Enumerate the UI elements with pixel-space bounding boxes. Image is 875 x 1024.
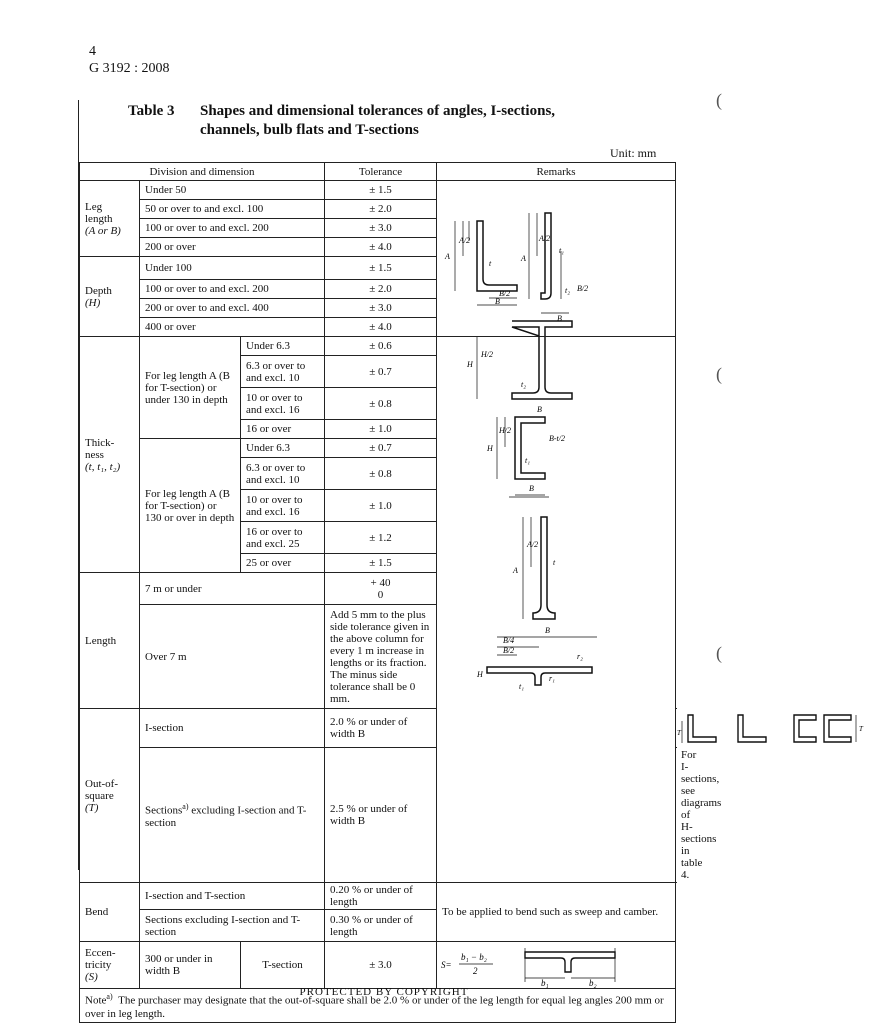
length-dim-1: Over 7 m	[140, 605, 325, 709]
svg-text:t₁: t₁	[525, 456, 531, 465]
bend-dim-1: Sections excluding I-section and T-section	[140, 910, 325, 942]
thk1-dim-0: Under 6.3	[241, 337, 325, 356]
thk1-tol-3: ± 1.0	[325, 420, 437, 439]
svg-text:t₂: t₂	[565, 286, 571, 295]
leg-dim-3: 200 or over	[140, 238, 325, 257]
eccentricity-width: 300 or under in width B	[140, 942, 241, 989]
svg-text:B: B	[537, 405, 542, 414]
length-label: Length	[80, 573, 140, 709]
leg-tol-1: ± 2.0	[325, 200, 437, 219]
length-tol-1: Add 5 mm to the plus side tolerance given in the above column for every 1 m increase in lengths or its fraction. The minus side tolerance shall be 0 mm.	[325, 605, 437, 709]
section-diagram-1-icon	[437, 181, 636, 336]
table-label: Table 3	[128, 103, 175, 119]
depth-dim-1: 100 or over to and excl. 200	[140, 280, 325, 299]
eccentricity-label: Eccen- tricity (S)	[80, 942, 140, 989]
standard-number: G 3192 : 2008	[89, 61, 170, 76]
svg-text:B/4: B/4	[503, 636, 515, 645]
leg-dim-2: 100 or over to and excl. 200	[140, 219, 325, 238]
oos-dim-1: Sections$^{a)}$ excluding I-section and T-section	[140, 748, 325, 883]
svg-text:t: t	[489, 259, 492, 268]
svg-text:H/2: H/2	[499, 426, 511, 435]
svg-text:A/2: A/2	[539, 234, 551, 243]
eccentricity-remark	[437, 942, 676, 989]
svg-text:B-t/2: B-t/2	[549, 434, 565, 443]
angle-and-i-section-diagrams	[437, 181, 676, 337]
svg-text:B: B	[495, 297, 500, 306]
svg-text:B/2: B/2	[503, 646, 515, 655]
header-division: Division and dimension	[80, 163, 325, 181]
thk2-dim-2: 10 or over to and excl. 16	[241, 490, 325, 522]
svg-text:t₁: t₁	[519, 682, 525, 691]
length-dim-0: 7 m or under	[140, 573, 325, 605]
oos-dim-0: I-section	[140, 709, 325, 748]
svg-text:r₂: r₂	[577, 652, 583, 661]
scan-mark-icon: (	[716, 364, 722, 384]
svg-text:H: H	[487, 444, 493, 453]
depth-tol-3: ± 4.0	[325, 318, 437, 337]
thk2-dim-1: 6.3 or over to and excl. 10	[241, 458, 325, 490]
svg-text:S=: S=	[441, 960, 452, 970]
leg-label: Leg length (A or B)	[80, 181, 140, 257]
svg-text:b₁ − b₂: b₁ − b₂	[461, 952, 487, 962]
thk2-dim-0: Under 6.3	[241, 439, 325, 458]
depth-label: Depth (H)	[80, 257, 140, 337]
thickness-condition-2: For leg length A (B for T-section) or 130 or over in depth	[140, 439, 241, 573]
leg-dim-0: Under 50	[140, 181, 325, 200]
scan-mark-icon: (	[716, 643, 722, 663]
svg-text:B: B	[557, 314, 562, 323]
svg-text:B/2: B/2	[577, 284, 589, 293]
leg-tol-0: ± 1.5	[325, 181, 437, 200]
svg-text:T: T	[677, 729, 681, 737]
thickness-label: Thick- ness (t, t₁, t₂)	[80, 337, 140, 573]
depth-tol-1: ± 2.0	[325, 280, 437, 299]
leg-tol-3: ± 4.0	[325, 238, 437, 257]
thk1-tol-0: ± 0.6	[325, 337, 437, 356]
oos-tol-0: 2.0 % or under of width B	[325, 709, 437, 748]
svg-text:r₁: r₁	[549, 674, 555, 683]
bend-tol-1: 0.30 % or under of length	[325, 910, 437, 942]
svg-text:H: H	[477, 670, 483, 679]
depth-tol-2: ± 3.0	[325, 299, 437, 318]
svg-text:t: t	[553, 558, 556, 567]
bend-dim-0: I-section and T-section	[140, 883, 325, 910]
svg-text:t₂: t₂	[521, 380, 527, 389]
length-tol-0: + 40 0	[325, 573, 437, 605]
table-note: Note$^{a)}$ The purchaser may designate that the out-of-square shall be 2.0 % or under of the leg length for equal leg angles 200 mm or over in leg length.	[80, 989, 676, 1023]
eccentricity-tol: ± 3.0	[325, 942, 437, 989]
oos-tol-1: 2.5 % or under of width B	[325, 748, 437, 883]
thk1-tol-1: ± 0.7	[325, 356, 437, 388]
svg-text:A: A	[445, 252, 450, 261]
out-of-square-label: Out-of- square (T)	[80, 709, 140, 883]
thk2-tol-1: ± 0.8	[325, 458, 437, 490]
page-number: 4	[89, 44, 96, 59]
svg-text:b₂: b₂	[589, 978, 597, 988]
thk2-dim-3: 16 or over to and excl. 25	[241, 522, 325, 554]
depth-dim-2: 200 or over to and excl. 400	[140, 299, 325, 318]
header-tolerance: Tolerance	[325, 163, 437, 181]
svg-text:2: 2	[473, 966, 478, 976]
copyright-footer: PROTECTED BY COPYRIGHT	[299, 986, 469, 998]
depth-dim-0: Under 100	[140, 257, 325, 280]
scan-mark-icon: (	[716, 90, 722, 110]
bend-label: Bend	[80, 883, 140, 942]
unit-label: Unit: mm	[610, 146, 657, 160]
thk2-dim-4: 25 or over	[241, 554, 325, 573]
depth-tol-0: ± 1.5	[325, 257, 437, 280]
svg-text:B/2: B/2	[499, 289, 511, 298]
thk1-dim-2: 10 or over to and excl. 16	[241, 388, 325, 420]
table-title-line1: Shapes and dimensional tolerances of angles, I-sections,	[200, 103, 556, 119]
header-remarks: Remarks	[437, 163, 676, 181]
tolerance-table: Division and dimension Tolerance Remarks Leg length (A or B) Under 50 ± 1.5 A A/2 t B B/2 A A/2 t₁ t₂ B B/2 50 or over to and excl. 100 ± 2.0 100 or over to and excl. 200 ± 3.0 200 or over ± 4.0 Depth (H) Under 100 ± 1.5 100 or over to and excl. 200 ± 2.0 200 or over to and excl. 400 ± 3.0 400 or over ± 4.0 Thick- ness (t, t₁, t₂) For leg length A (B for T-section) or under 130 in depth Under 6.3 ± 0.6 H H/2 t₂ B H H/2 B-t/2 t₁ B A A/2 t B B/4 B/2 r₂ r₁ t₁ H 6.3 or over to and excl. 10 ± 0.7 10 or over to and excl. 16 ± 0.8 16 or over ± 1.0 For leg length A (B for T-section) or 130 or over in depth Under 6.3 ± 0.7 6.3 or over to and excl. 10 ± 0.8 10 or over to and excl. 16 ± 1.0 16 or over to and excl. 25 ± 1.2 25 or over ± 1.5 Length 7 m or under + 40 0 Over 7 m Add 5 mm to the plus side tolerance given in the above column for every 1 m increase in lengths or its fraction. The minus side tolerance shall be 0 mm. Out-of- square (T) I-section 2.0 % or under of width B T T Sections$^{a)}$ excluding I-section and T-section 2.5 % or under of width B For I-sections, see diagrams of H-sections in table 4. Bend I-section and T-section 0.20 % or under of length To be applied to bend such as sweep and camber. Sections excluding I-section and T-section 0.30 % or under of length Eccen- tricity (S) 300 or under in width B T-section ± 3.0 S= b₁ − b₂ 2 b₁ b₂ Note$^{a)}$ The purchaser may designate that the out-of-square shall be 2.0 % or under of the leg length for equal leg angles 200 mm or over in leg length.	[79, 162, 676, 1023]
svg-text:A/2: A/2	[527, 540, 539, 549]
thk2-tol-3: ± 1.2	[325, 522, 437, 554]
leg-dim-1: 50 or over to and excl. 100	[140, 200, 325, 219]
section-diagram-2-icon	[437, 337, 636, 692]
thickness-condition-1: For leg length A (B for T-section) or under 130 in depth	[140, 337, 241, 439]
svg-text:A: A	[521, 254, 526, 263]
svg-text:B: B	[529, 484, 534, 493]
eccentricity-section: T-section	[241, 942, 325, 989]
thk2-tol-0: ± 0.7	[325, 439, 437, 458]
channel-and-t-section-diagrams	[437, 337, 676, 883]
out-of-square-diagram-icon	[676, 709, 875, 747]
thk1-dim-1: 6.3 or over to and excl. 10	[241, 356, 325, 388]
svg-text:H/2: H/2	[481, 350, 493, 359]
svg-text:A: A	[513, 566, 518, 575]
svg-text:A/2: A/2	[459, 236, 471, 245]
thk2-tol-2: ± 1.0	[325, 490, 437, 522]
svg-text:T: T	[859, 725, 863, 733]
thk1-tol-2: ± 0.8	[325, 388, 437, 420]
leg-tol-2: ± 3.0	[325, 219, 437, 238]
eccentricity-diagram-icon	[437, 942, 636, 988]
table-title-line2: channels, bulb flats and T-sections	[200, 122, 419, 138]
svg-text:B: B	[545, 626, 550, 635]
table-caption	[128, 102, 555, 140]
thk1-dim-3: 16 or over	[241, 420, 325, 439]
thk2-tol-4: ± 1.5	[325, 554, 437, 573]
svg-text:b₁: b₁	[541, 978, 549, 988]
depth-dim-3: 400 or over	[140, 318, 325, 337]
svg-text:H: H	[467, 360, 473, 369]
bend-tol-0: 0.20 % or under of length	[325, 883, 437, 910]
bend-remark: To be applied to bend such as sweep and camber.	[437, 883, 676, 942]
svg-text:t₁: t₁	[559, 246, 565, 255]
